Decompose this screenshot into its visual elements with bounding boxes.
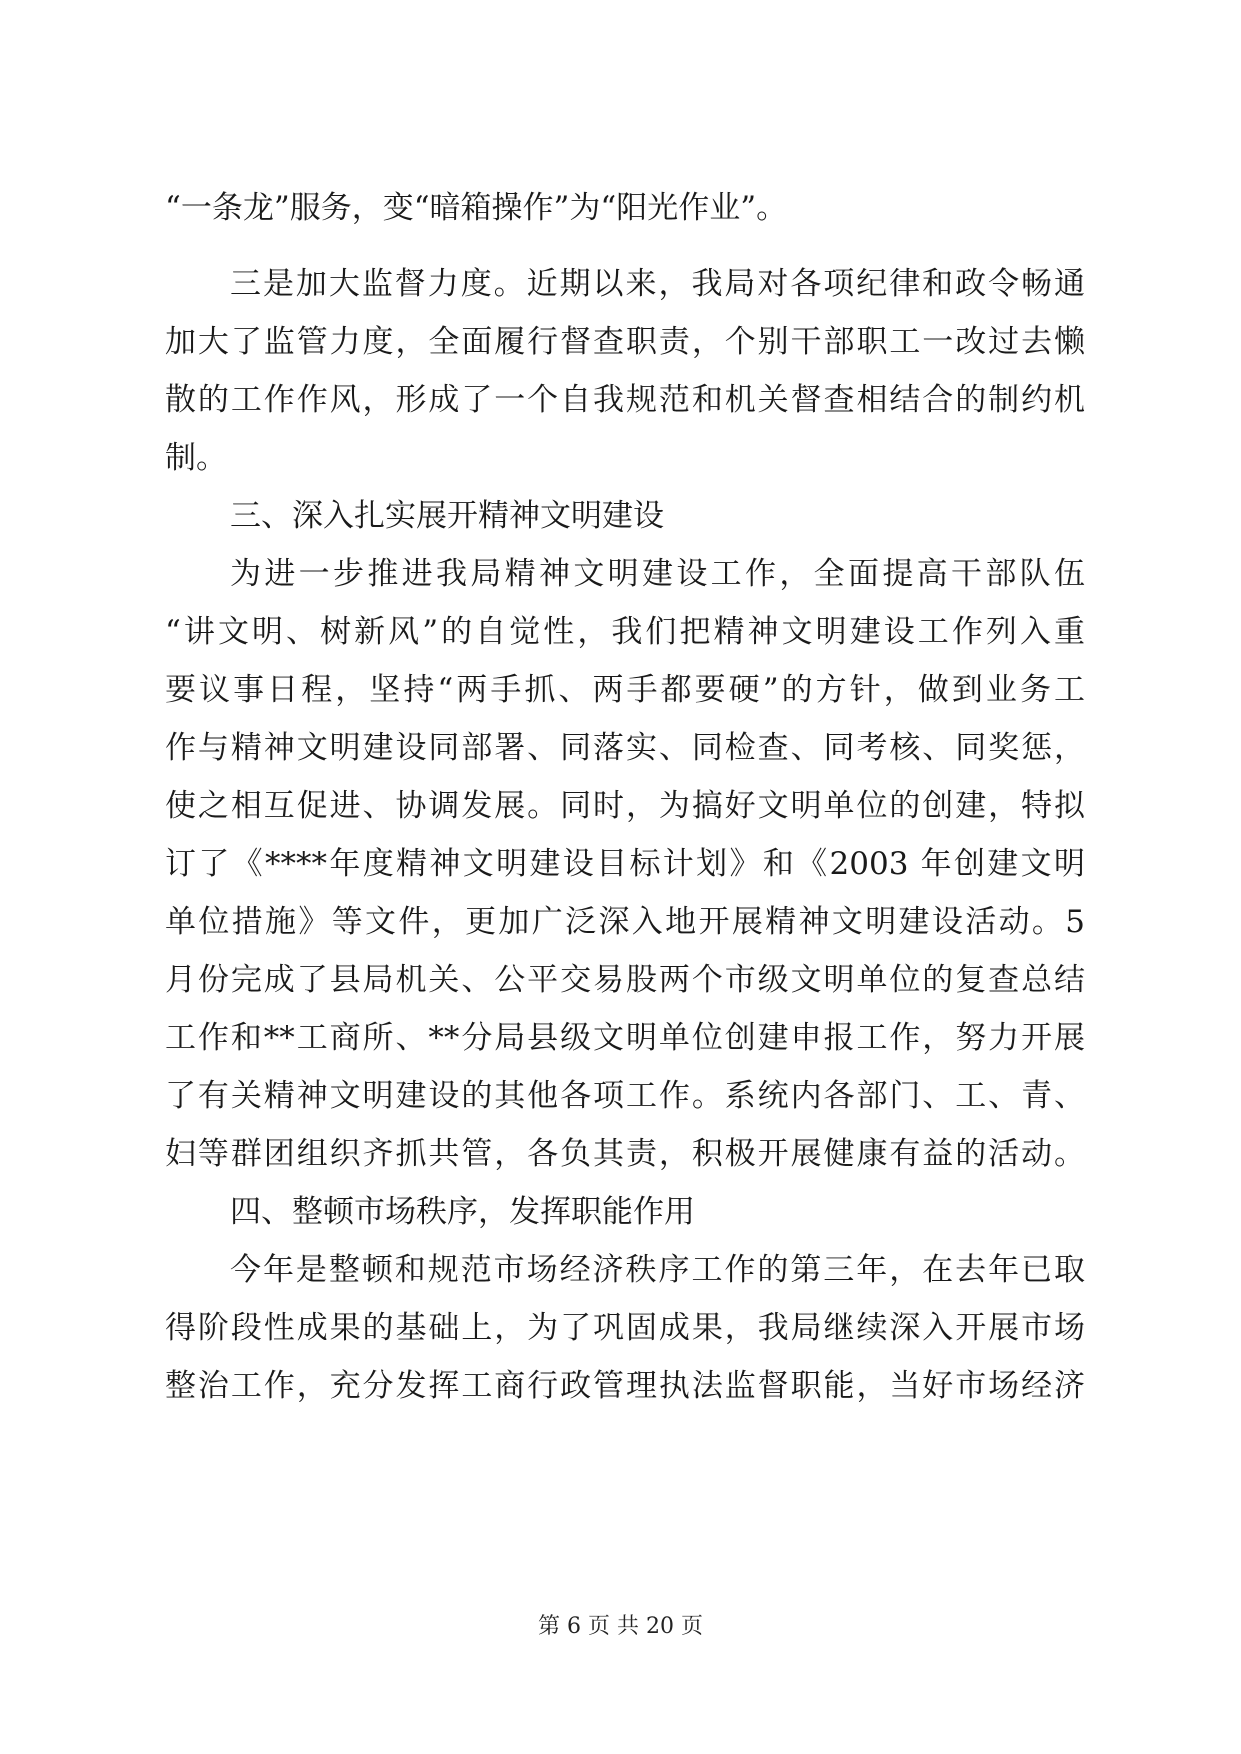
body-line-3: 加大了监管力度，全面履行督查职责，个别干部职工一改过去懒 bbox=[165, 324, 1085, 360]
body-line-14: 月份完成了县局机关、公平交易股两个市级文明单位的复查总结 bbox=[165, 962, 1085, 998]
body-line-19: 今年是整顿和规范市场经济秩序工作的第三年，在去年已取 bbox=[230, 1252, 1085, 1288]
body-line-13: 单位措施》等文件，更加广泛深入地开展精神文明建设活动。5 bbox=[165, 904, 1085, 940]
page-number-footer: 第 6 页 共 20 页 bbox=[538, 1614, 703, 1639]
body-line-21: 整治工作，充分发挥工商行政管理执法监督职能，当好市场经济 bbox=[165, 1368, 1085, 1404]
body-line-4: 散的工作作风，形成了一个自我规范和机关督查相结合的制约机 bbox=[165, 382, 1085, 418]
section-heading-4: 四、整顿市场秩序，发挥职能作用 bbox=[230, 1194, 695, 1230]
body-line-17: 妇等群团组织齐抓共管，各负其责，积极开展健康有益的活动。 bbox=[165, 1136, 1085, 1172]
section-heading-3: 三、深入扎实展开精神文明建设 bbox=[230, 498, 664, 534]
body-line-1: “一条龙”服务，变“暗箱操作”为“阳光作业”。 bbox=[165, 190, 788, 226]
body-line-7: 为进一步推进我局精神文明建设工作，全面提高干部队伍 bbox=[230, 556, 1085, 592]
body-line-5: 制。 bbox=[165, 440, 227, 476]
body-line-8: “讲文明、树新风”的自觉性，我们把精神文明建设工作列入重 bbox=[165, 614, 1085, 650]
body-line-2: 三是加大监督力度。近期以来，我局对各项纪律和政令畅通 bbox=[230, 266, 1085, 302]
body-line-10: 作与精神文明建设同部署、同落实、同检查、同考核、同奖惩， bbox=[165, 730, 1085, 766]
body-line-11: 使之相互促进、协调发展。同时，为搞好文明单位的创建，特拟 bbox=[165, 788, 1085, 824]
body-line-15: 工作和**工商所、**分局县级文明单位创建申报工作，努力开展 bbox=[165, 1020, 1085, 1056]
body-line-9: 要议事日程，坚持“两手抓、两手都要硬”的方针，做到业务工 bbox=[165, 672, 1085, 708]
body-line-20: 得阶段性成果的基础上，为了巩固成果，我局继续深入开展市场 bbox=[165, 1310, 1085, 1346]
body-line-12: 订了《****年度精神文明建设目标计划》和《2003 年创建文明 bbox=[165, 846, 1085, 882]
body-line-16: 了有关精神文明建设的其他各项工作。系统内各部门、工、青、 bbox=[165, 1078, 1085, 1114]
